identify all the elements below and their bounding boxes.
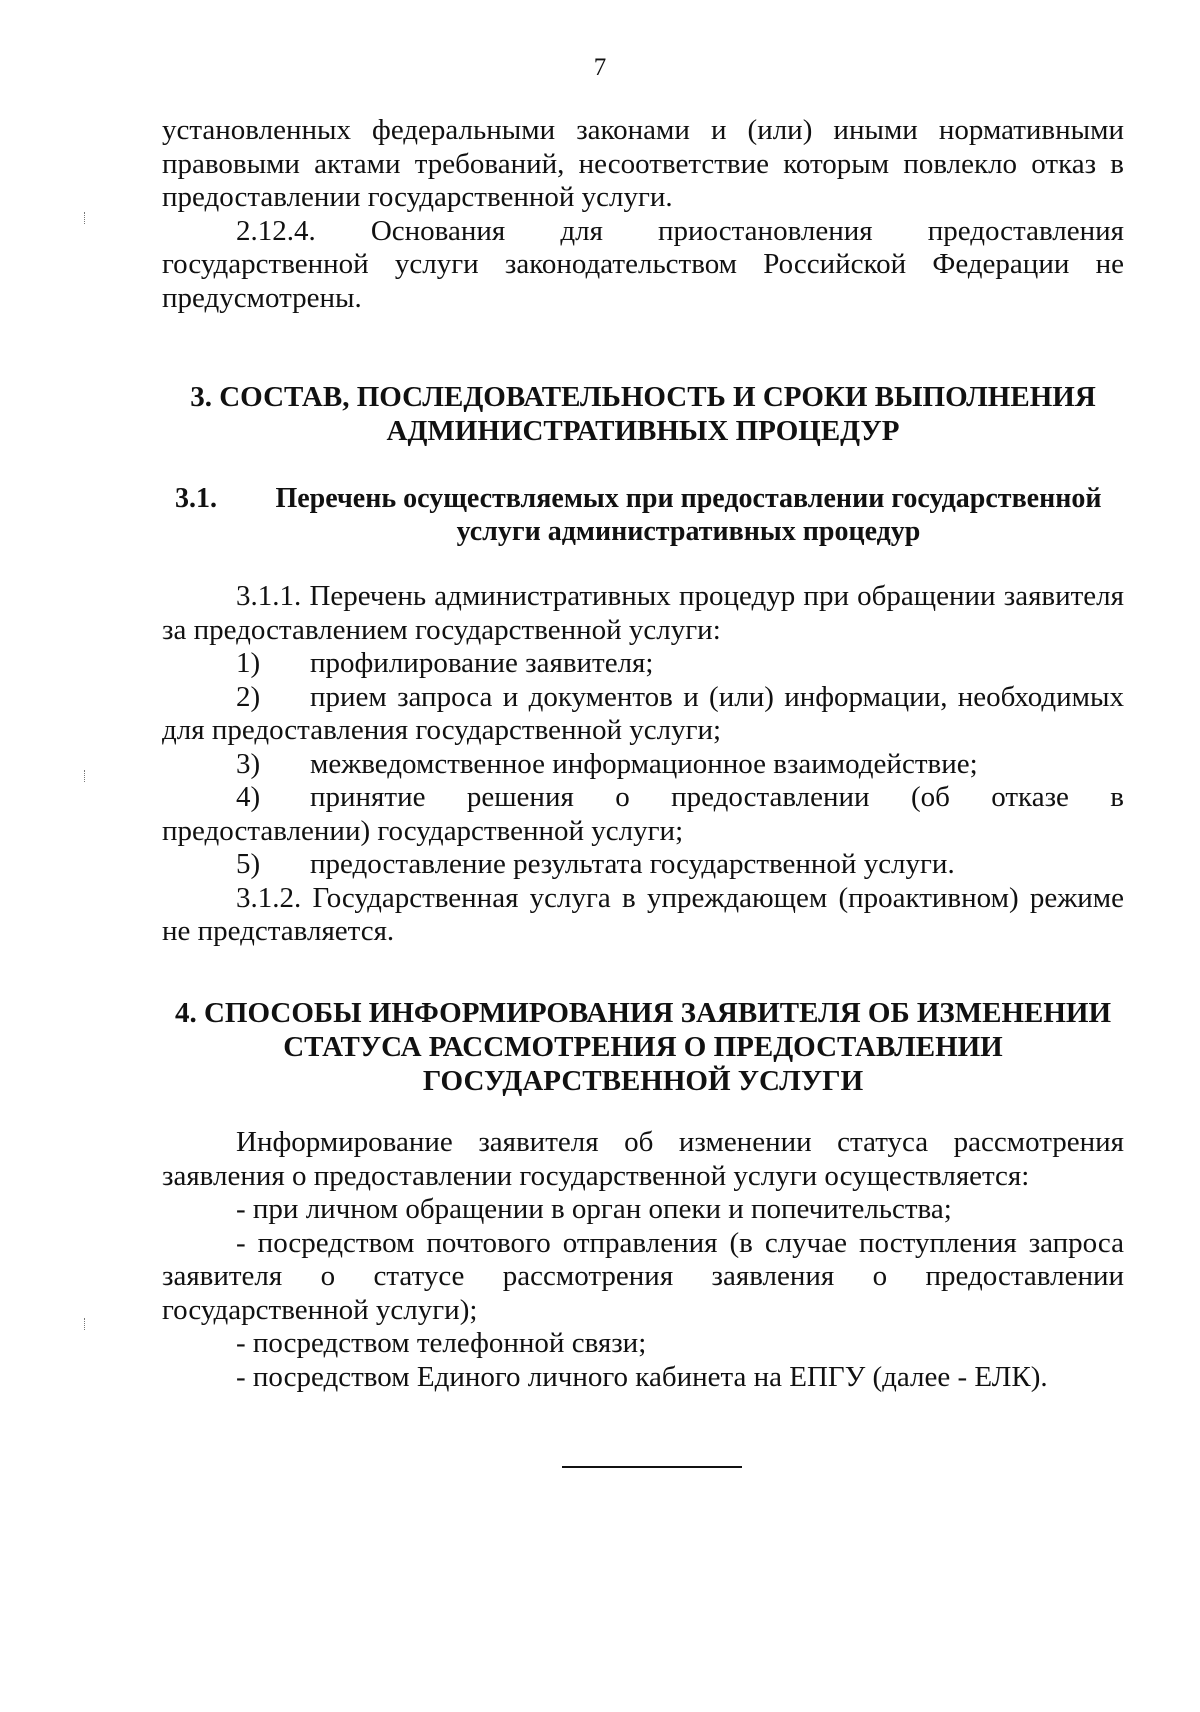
- section-4-heading: [162, 996, 1124, 1098]
- notification-method-item: - посредством Единого личного кабинета на ЕПГУ (далее - ЕЛК).: [236, 1360, 1048, 1393]
- subsection-title: [253, 482, 1124, 548]
- intro-paragraph: установленных федеральными законами и (или) иными нормативными правовыми актами требований, несоответствие которым повлекло отказ в предоставлении государственной услуги.: [162, 114, 1124, 213]
- end-rule-divider: [562, 1466, 742, 1468]
- list-item: [162, 647, 1124, 681]
- subsection-title-line-1: Перечень осуществляемых при предоставлении государственной: [275, 483, 1102, 514]
- list-item-text: принятие решения о предоставлении (об отказе в предоставлении) государственной услуги;: [162, 781, 1124, 847]
- list-item-number: 1): [236, 647, 261, 679]
- section-3-heading-line-1: 3. СОСТАВ, ПОСЛЕДОВАТЕЛЬНОСТЬ И СРОКИ ВЫПОЛНЕНИЯ: [190, 381, 1096, 413]
- margin-mark: [84, 770, 87, 782]
- section-4-heading-line-1: 4. СПОСОБЫ ИНФОРМИРОВАНИЯ ЗАЯВИТЕЛЯ ОБ ИЗМЕНЕНИИ: [174, 997, 1112, 1029]
- list-item: [162, 848, 1124, 882]
- margin-mark: [84, 212, 87, 224]
- section-3-heading: [162, 380, 1124, 448]
- list-item-number: 4): [236, 781, 261, 813]
- list-item-text: предоставление результата государственной услуги.: [310, 848, 955, 880]
- list-item-text: межведомственное информационное взаимодействие;: [310, 747, 978, 780]
- subsection-number: 3.1.: [175, 483, 217, 514]
- notification-method-item: - посредством почтового отправления (в случае поступления запроса заявителя о статусе рассмотрения заявления о предоставлении государственной услуги);: [162, 1226, 1124, 1326]
- section-4-intro: Информирование заявителя об изменении статуса рассмотрения заявления о предоставлении государственной услуги осуществляется:: [162, 1126, 1124, 1192]
- list-item-number: 5): [236, 848, 261, 880]
- page-number: 7: [593, 54, 607, 81]
- intro-block: [162, 114, 1124, 315]
- section-4-body: [162, 1126, 1124, 1394]
- list-item: [162, 681, 1124, 748]
- paragraph-2-12-4: 2.12.4. Основания для приостановления предоставления государственной услуги законодательством Российской Федерации не предусмотрены.: [162, 214, 1124, 314]
- paragraph-3-1-2: 3.1.2. Государственная услуга в упреждающем (проактивном) режиме не представляется.: [162, 881, 1124, 947]
- subsection-title-line-2: услуги административных процедур: [456, 516, 921, 547]
- list-item-number: 3): [236, 747, 261, 780]
- section-3-body: [162, 580, 1124, 949]
- paragraph-3-1-1: 3.1.1. Перечень административных процедур при обращении заявителя за предоставлением государственной услуги:: [162, 580, 1124, 646]
- notification-method-item: - при личном обращении в орган опеки и попечительства;: [236, 1193, 952, 1225]
- notification-method-item: - посредством телефонной связи;: [236, 1327, 647, 1359]
- list-item-text: прием запроса и документов и (или) информации, необходимых для предоставления государственной услуги;: [162, 680, 1124, 746]
- list-item-number: 2): [236, 680, 261, 713]
- list-item: [162, 781, 1124, 848]
- section-4-heading-line-3: ГОСУДАРСТВЕННОЙ УСЛУГИ: [422, 1065, 864, 1097]
- subsection-3-1-heading: [175, 482, 1124, 552]
- section-4-heading-line-2: СТАТУСА РАССМОТРЕНИЯ О ПРЕДОСТАВЛЕНИИ: [283, 1031, 1003, 1063]
- list-item: [162, 748, 1124, 782]
- margin-mark: [84, 1318, 87, 1330]
- list-item-text: профилирование заявителя;: [310, 647, 654, 679]
- section-3-heading-line-2: АДМИНИСТРАТИВНЫХ ПРОЦЕДУР: [386, 415, 900, 447]
